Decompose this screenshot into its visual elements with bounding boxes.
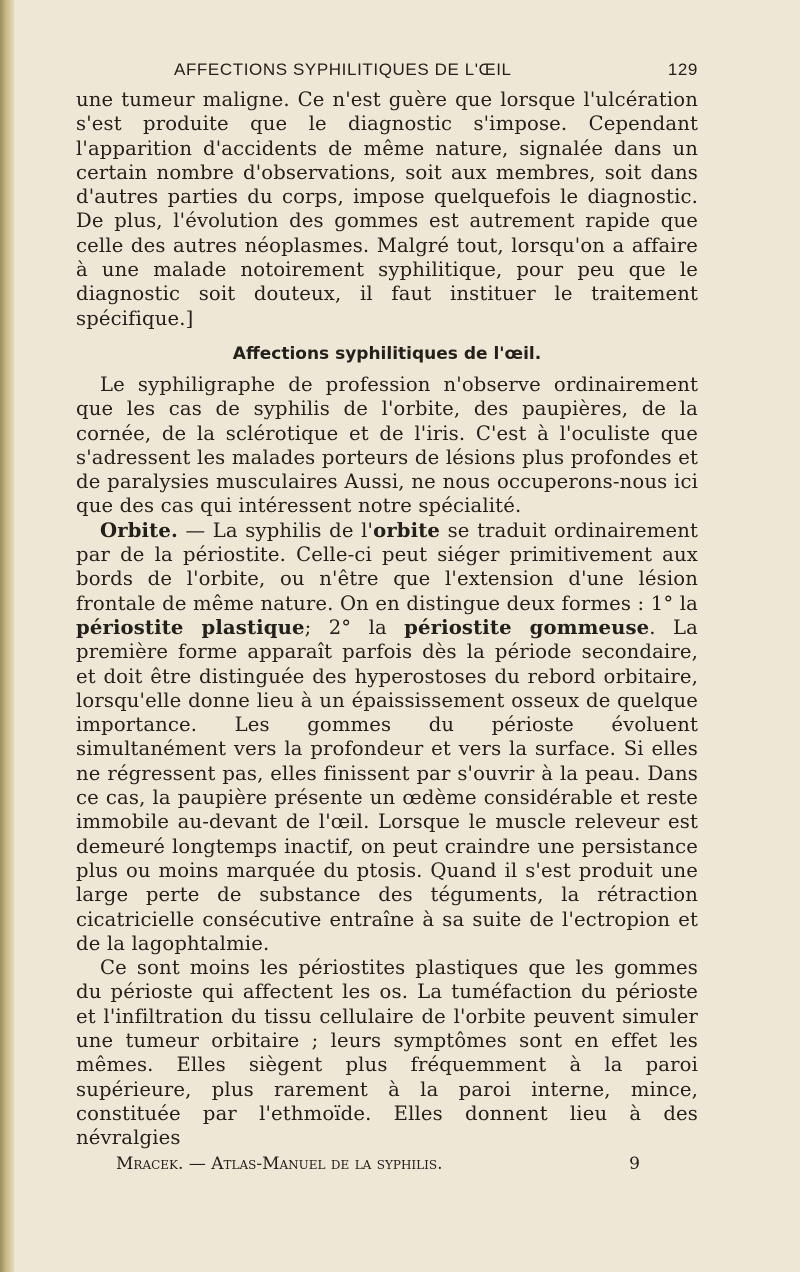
footer-book-title: — Atlas-Manuel de la syphilis. bbox=[188, 1154, 443, 1175]
term-periostite-plastique: périostite plastique bbox=[76, 615, 305, 639]
paragraph-continuation: une tumeur maligne. Ce n'est guère que lorsque l'ulcération s'est produite que le diagnostic s'impose. Cependant l'apparition d'accidents de même nature, signalée dans un certain nombre d'observations, soit aux membres, soit dans d'autres parties du corps, impose quelquefois le diagnostic. De plus, l'évolution des gommes est autrement rapide que celle des autres néoplasmes. Malgré tout, lorsqu'on a affaire à une malade notoirement syphilitique, pour peu que le diagnostic soit douteux, il faut instituer le traitement spécifique.] bbox=[76, 88, 698, 330]
footer-citation bbox=[116, 1154, 443, 1174]
term-periostite-gommeuse: périostite gommeuse bbox=[404, 615, 650, 639]
section-title: Affections syphilitiques de l'œil. bbox=[232, 343, 542, 364]
orbite-text-c: se traduit ordinairement par de la périostite. Celle-ci peut siéger primitivement aux bords de l'orbite, ou n'être que l'extension d'une lésion frontale de même nature. On en distingue deux formes : 1° la bbox=[76, 518, 698, 615]
orbite-text-a: — La syphilis de l' bbox=[177, 518, 374, 542]
page-binding-edge bbox=[0, 0, 14, 1272]
paragraph-orbite bbox=[76, 519, 698, 956]
footer-author: Mracek. bbox=[116, 1154, 184, 1175]
orbite-text-g: . La première forme apparaît parfois dès la période secondaire, et doit être distinguée des hyperostoses du rebord orbitaire, lorsqu'elle donne lieu à un épaississement osseux de quelque importance. Les gommes du périoste évoluent simultanément vers la profondeur et vers la surface. Si elles ne régressent pas, elles finissent par s'ouvrir à la peau. Dans ce cas, la paupière présente un œdème considérable et reste immobile au-devant de l'œil. Lorsque le muscle releveur est demeuré longtemps inactif, on peut craindre une persistance plus ou moins marquée du ptosis. Quand il s'est produit une large perte de substance des téguments, la rétraction cicatricielle consécutive entraîne à sa suite de l'ectropion et de la lagophtalmie. bbox=[76, 615, 698, 955]
running-head bbox=[76, 58, 698, 88]
subsection-label-orbite: Orbite. bbox=[100, 518, 178, 542]
page-number: 129 bbox=[667, 60, 698, 79]
term-orbite: orbite bbox=[373, 518, 441, 542]
running-head-title: AFFECTIONS SYPHILITIQUES DE L'ŒIL bbox=[174, 60, 512, 79]
footer-signature-mark: 9 bbox=[629, 1154, 640, 1175]
orbite-text-e: ; 2° la bbox=[304, 615, 405, 639]
paragraph-intro: Le syphiligraphe de profession n'observe ordinairement que les cas de syphilis de l'orbite, des paupières, de la cornée, de la sclérotique et de l'iris. C'est à l'oculiste que s'adressent les malades porteurs de lésions plus profondes et de paralysies musculaires Aussi, ne nous occuperons-nous ici que des cas qui intéressent notre spécialité. bbox=[76, 372, 698, 518]
book-page bbox=[76, 58, 698, 1178]
page-footer bbox=[76, 1154, 698, 1178]
paragraph-gommes: Ce sont moins les périostites plastiques que les gommes du périoste qui affectent les os. La tuméfaction du périoste et l'infiltration du tissu cellulaire de l'orbite peuvent simuler une tumeur orbitaire ; leurs symptômes sont en effet les mêmes. Elles siègent plus fréquemment à la paroi supérieure, plus rarement à la paroi interne, mince, constituée par l'ethmoïde. Elles donnent lieu à des névralgies bbox=[76, 956, 698, 1150]
